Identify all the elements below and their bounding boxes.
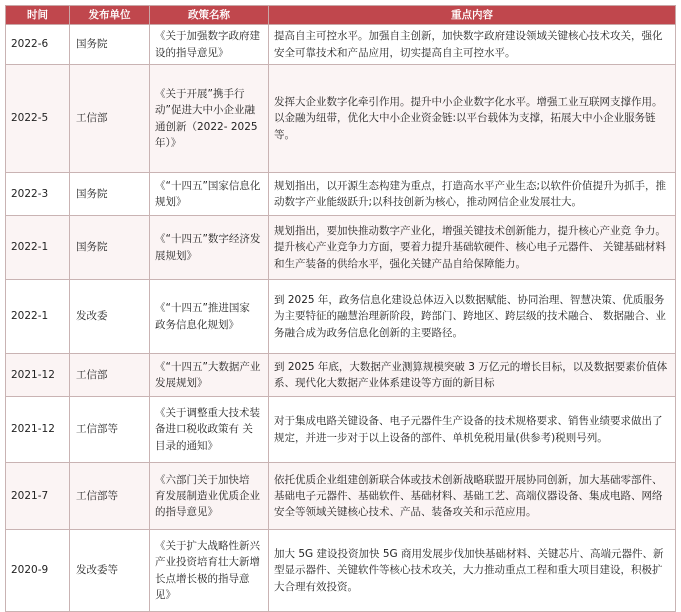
cell-policy-name: 《“十四五”推进国家 政务信息化规划》 <box>150 280 269 354</box>
cell-unit: 工信部 <box>70 65 150 173</box>
cell-policy-name: 《六部门关于加快培 育发展制造业优质企业的指导意见》 <box>150 463 269 530</box>
cell-time: 2022-5 <box>6 65 70 173</box>
table-row <box>6 65 676 173</box>
cell-content: 到 2025 年底，大数据产业测算规模突破 3 万亿元的增长目标，以及数据要素价值体系、现代化大数据产业体系建设等方面的新目标 <box>269 354 676 397</box>
header-policy-name: 政策名称 <box>150 6 269 25</box>
cell-content: 规划指出，以开源生态构建为重点，打造高水平产业生态;以软件价值提升为抓手，推动数字产业能级跃升;以科技创新为核心，推动网信企业发展壮大。 <box>269 173 676 216</box>
header-unit: 发布单位 <box>70 6 150 25</box>
cell-unit: 工信部 <box>70 354 150 397</box>
policy-table <box>5 5 676 612</box>
table-row <box>6 280 676 354</box>
cell-time: 2022-3 <box>6 173 70 216</box>
cell-content: 依托优质企业组建创新联合体或技术创新战略联盟开展协同创新，加大基础零部件、基础电子元器件、基础软件、基础材料、基础工艺、高端仪器设备、集成电路、网络安全等领域关键核心技术、产品、装备攻关和示范应用。 <box>269 463 676 530</box>
header-time: 时间 <box>6 6 70 25</box>
cell-unit: 国务院 <box>70 216 150 280</box>
cell-policy-name: 《“十四五”数字经济发展规划》 <box>150 216 269 280</box>
cell-time: 2020-9 <box>6 530 70 612</box>
cell-unit: 工信部等 <box>70 397 150 463</box>
cell-unit: 发改委等 <box>70 530 150 612</box>
cell-policy-name: 《“十四五”大数据产业发展规划》 <box>150 354 269 397</box>
table-row <box>6 463 676 530</box>
cell-policy-name: 《“十四五”国家信息化规划》 <box>150 173 269 216</box>
cell-time: 2022-1 <box>6 216 70 280</box>
cell-unit: 工信部等 <box>70 463 150 530</box>
cell-time: 2021-12 <box>6 397 70 463</box>
header-row <box>6 6 676 25</box>
cell-content: 发挥大企业数字化牵引作用。提升中小企业数字化水平。增强工业互联网支撑作用。以金融为纽带，优化大中小企业资金链:以平台载体为支撑，拓展大中小企业服务链等。 <box>269 65 676 173</box>
cell-unit: 国务院 <box>70 25 150 65</box>
cell-unit: 国务院 <box>70 173 150 216</box>
header-key-content: 重点内容 <box>269 6 676 25</box>
cell-time: 2022-1 <box>6 280 70 354</box>
policy-table-container <box>5 5 675 612</box>
cell-policy-name: 《关于开展”携手行动”促进大中小企业融通创新（2022- 2025 年）》 <box>150 65 269 173</box>
cell-content: 对于集成电路关键设备、电子元器件生产设备的技术规格要求、销售业绩要求做出了规定，并进一步对于以上设备的部件、单机免税用量(供参考)税则号列。 <box>269 397 676 463</box>
cell-policy-name: 《关于调整重大技术装备进口税收政策有 关目录的通知》 <box>150 397 269 463</box>
cell-policy-name: 《关于加强数字政府建设的指导意见》 <box>150 25 269 65</box>
cell-unit: 发改委 <box>70 280 150 354</box>
cell-time: 2021-7 <box>6 463 70 530</box>
table-row <box>6 25 676 65</box>
table-row <box>6 216 676 280</box>
table-row <box>6 397 676 463</box>
cell-content: 加大 5G 建设投资加快 5G 商用发展步伐加快基础材料、关键芯片、高端元器件、新型显示器件、关键软件等核心技术攻关，大力推动重点工程和重大项目建设，积极扩大合理有效投资。 <box>269 530 676 612</box>
table-row <box>6 530 676 612</box>
cell-content: 规划指出，要加快推动数字产业化，增强关键技术创新能力，提升核心产业竞 争力。提升核心产业竞争力方面，要着力提升基础软硬件、核心电子元器件、 关键基础材料和生产装备的供给水平，强化关键产品自给保障能力。 <box>269 216 676 280</box>
cell-content: 到 2025 年，政务信息化建设总体迈入以数据赋能、协同治理、智慧决策、优质服务为主要特征的融慧治理新阶段，跨部门、跨地区、跨层级的技术融合、 数据融合、业务融合成为政务信息化创新的主要路径。 <box>269 280 676 354</box>
cell-content: 提高自主可控水平。加强自主创新，加快数字政府建设领域关键核心技术攻关，强化安全可靠技术和产品应用，切实提高自主可控水平。 <box>269 25 676 65</box>
table-row <box>6 173 676 216</box>
table-row <box>6 354 676 397</box>
cell-time: 2022-6 <box>6 25 70 65</box>
cell-policy-name: 《关于扩大战略性新兴产业投资培育壮大新增长点增长极的指导意见》 <box>150 530 269 612</box>
cell-time: 2021-12 <box>6 354 70 397</box>
